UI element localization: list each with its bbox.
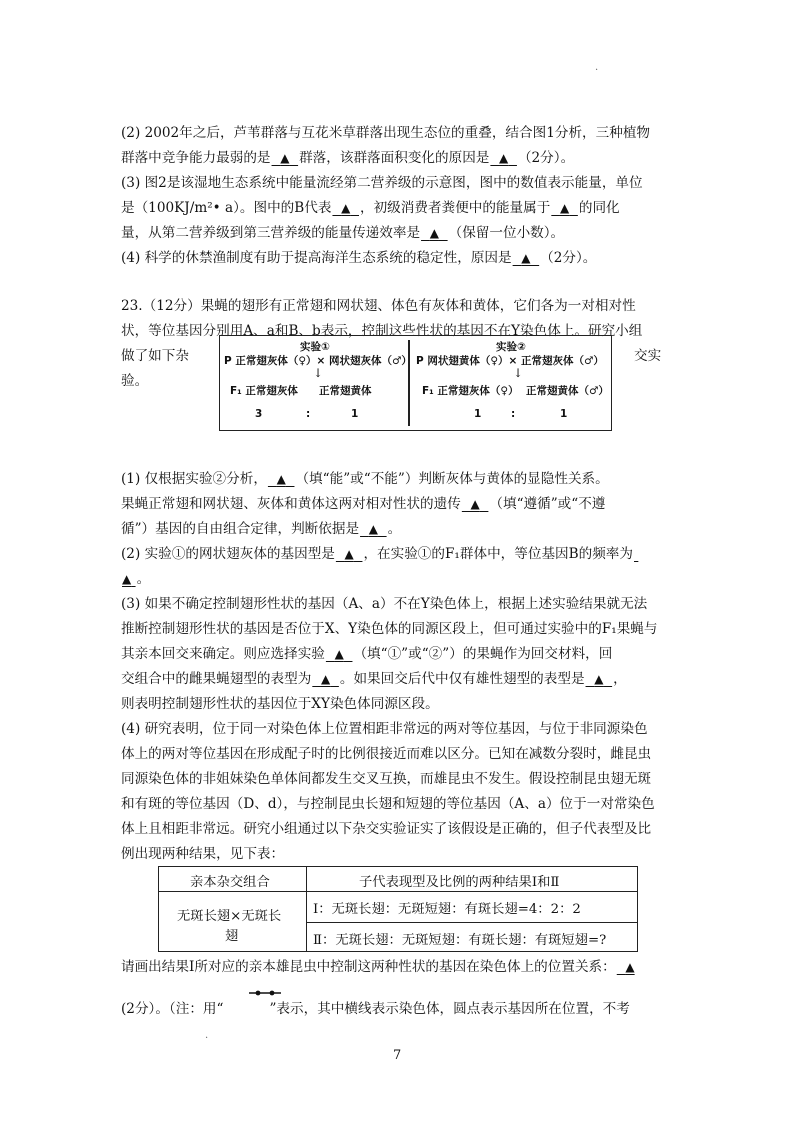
text: ，在实验①的F₁群体中，等位基因B的频率为 bbox=[363, 546, 633, 562]
q22-part3-line2 bbox=[121, 199, 620, 217]
exp2-ratio-a: 1 bbox=[474, 408, 482, 420]
answer-blank: ▲ bbox=[344, 547, 354, 561]
answer-blank: ▲ bbox=[122, 572, 132, 586]
q23-s4-line2: 体上的两对等位基因在形成配子时的比例很接近而难以区分。已知在减数分裂时，雌昆虫 bbox=[121, 746, 652, 762]
text: 。如果回交后代中仅有雄性翅型的表型是 bbox=[339, 671, 585, 687]
answer-blank bbox=[633, 546, 639, 562]
q23-s3-line3 bbox=[121, 645, 612, 663]
text: (2) 实验①的网状翅灰体的基因型是 bbox=[121, 546, 335, 562]
q23-intro-line4: 验。 bbox=[121, 373, 149, 389]
chromosome-symbol-icon bbox=[248, 988, 282, 998]
text: 量，从第二营养级到第三营养级的能量传递效率是 bbox=[121, 225, 421, 241]
exp2-ratio-b: 1 bbox=[560, 408, 568, 420]
text: （填“遵循”或“不遵 bbox=[489, 496, 606, 512]
q22-part4 bbox=[121, 249, 596, 267]
q23-intro-line3a: 做了如下杂 bbox=[121, 348, 189, 364]
exp1-ratio-a: 3 bbox=[255, 408, 263, 420]
exp2-f1-b: 正常翅黄体（♂） bbox=[526, 385, 609, 397]
text: 。 bbox=[136, 571, 151, 587]
exp1-ratio-b: 1 bbox=[351, 408, 359, 420]
exp2-colon: : bbox=[511, 408, 516, 420]
exp1-f1-b: 正常翅黄体 bbox=[319, 385, 372, 397]
q23-s4-line8 bbox=[121, 1000, 630, 1018]
exp2-cross: P 网状翅黄体（♀）× 正常翅灰体（♂） bbox=[416, 355, 604, 367]
text: 是（100KJ/m²• a）。图中的B代表 bbox=[121, 200, 332, 216]
answer-blank: ▲ bbox=[320, 672, 331, 686]
q23-s3-line2: 推断控制翅形性状的基因是否位于X、Y染色体的同源区段上，但可通过实验中的F₁果蝇与 bbox=[121, 621, 658, 637]
table-cross-line2: 翅 bbox=[225, 929, 239, 944]
exp1-cross: P 正常翅灰体（♀）× 网状翅灰体（♂） bbox=[224, 355, 412, 367]
table-divider bbox=[159, 891, 637, 892]
text: （2分）。 bbox=[517, 150, 575, 166]
table-cross-line1: 无斑长翅×无斑长 bbox=[177, 909, 282, 924]
text: （2分）。 bbox=[540, 250, 597, 266]
q23-intro-line1: 23.（12分）果蝇的翅形有正常翅和网状翅、体色有灰体和黄体，它们各为一对相对性 bbox=[121, 298, 636, 314]
answer-blank: ▲ bbox=[594, 672, 604, 686]
answer-blank: ▲ bbox=[276, 472, 286, 486]
text: 交组合中的雌果蝇翅型的表型为 bbox=[121, 671, 312, 687]
text: ”表示，其中横线表示染色体，圆点表示基因所在位置，不考 bbox=[269, 1001, 630, 1017]
q23-s3-line5: 则表明控制翅形性状的基因位于XY染色体同源区段。 bbox=[121, 696, 439, 712]
text: ， bbox=[613, 671, 627, 687]
table-divider bbox=[307, 922, 637, 923]
experiment-diagram bbox=[219, 335, 612, 431]
result-table bbox=[158, 866, 638, 952]
table-result-1: Ⅰ：无斑长翅：无斑短翅：有斑长翅=4：2：2 bbox=[313, 902, 581, 917]
q23-s4-line7 bbox=[121, 958, 636, 976]
q23-s1-line3 bbox=[121, 520, 401, 538]
answer-blank: ▲ bbox=[625, 960, 635, 974]
text: ，初级消费者粪便中的能量属于 bbox=[360, 200, 551, 216]
text: 群落中竞争能力最弱的是 bbox=[121, 150, 271, 166]
exp2-arrow: ↓ bbox=[513, 366, 524, 380]
q22-part3-line1: (3) 图2是该湿地生态系统中能量流经第二营养级的示意图，图中的数值表示能量，单位 bbox=[121, 175, 643, 191]
text: （保留一位小数）。 bbox=[448, 225, 565, 241]
q23-s1-line1 bbox=[121, 470, 609, 488]
exp1-title: 实验① bbox=[300, 341, 330, 353]
scan-dot: . bbox=[595, 62, 599, 73]
q22-part3-line3 bbox=[121, 224, 564, 242]
exp2-title: 实验② bbox=[496, 341, 526, 353]
exp1-f1-a: F₁ 正常翅灰体 bbox=[230, 385, 298, 397]
q23-s4-line5: 体上且相距非常远。研究小组通过以下杂交实验证实了该假设是正确的，但子代表型及比 bbox=[121, 821, 652, 837]
q23-s4-line6: 例出现两种结果，见下表： bbox=[121, 846, 285, 862]
table-divider bbox=[306, 867, 307, 951]
scan-dot: . bbox=[205, 1030, 209, 1041]
answer-blank: ▲ bbox=[470, 497, 480, 511]
exp1-colon: : bbox=[306, 408, 311, 420]
table-result-2: Ⅱ：无斑长翅：无斑短翅：有斑长翅：有斑短翅=? bbox=[313, 933, 607, 948]
text: （填“①”或“②”）的果蝇作为回交材料，回 bbox=[353, 646, 613, 662]
text: 果蝇正常翅和网状翅、灰体和黄体这两对相对性状的遗传 bbox=[121, 496, 461, 512]
text: (1) 仅根据实验②分析， bbox=[121, 471, 267, 487]
answer-blank: ▲ bbox=[499, 151, 509, 165]
text: 。 bbox=[387, 521, 402, 537]
q23-s3-line4 bbox=[121, 670, 627, 688]
q23-s2-line1 bbox=[121, 545, 639, 563]
answer-blank: ▲ bbox=[559, 201, 570, 215]
q22-part2-line1: (2) 2002年之后，芦苇群落与互花米草群落出现生态位的重叠，结合图1分析，三种植物 bbox=[121, 125, 651, 141]
answer-blank: ▲ bbox=[368, 522, 378, 536]
text: (2分）。（注：用“ bbox=[121, 1001, 224, 1017]
exp2-f1-a: F₁ 正常翅灰体（♀） bbox=[422, 385, 519, 397]
q23-s2-line2 bbox=[121, 570, 150, 588]
page-number: 7 bbox=[393, 1048, 402, 1063]
q23-intro-line3b: 交实 bbox=[634, 348, 662, 364]
q22-part2-line2 bbox=[121, 149, 574, 167]
q23-s3-line1: (3) 如果不确定控制翅形性状的基因（A、a）不在Y染色体上，根据上述实验结果就无法 bbox=[121, 596, 648, 612]
text: （填“能”或“不能”）判断灰体与黄体的显隐性关系。 bbox=[295, 471, 609, 487]
q23-s4-line4: 和有斑的等位基因（D、d），与控制昆虫长翅和短翅的等位基因（A、a）位于一对常染色 bbox=[121, 796, 655, 812]
text: 循”）基因的自由组合定律，判断依据是 bbox=[121, 521, 360, 537]
table-header-result: 子代表现型及比例的两种结果Ⅰ和Ⅱ bbox=[359, 875, 560, 890]
text: 群落，该群落面积变化的原因是 bbox=[299, 150, 490, 166]
q23-s1-line2 bbox=[121, 495, 605, 513]
answer-blank: ▲ bbox=[341, 201, 351, 215]
q23-s4-line3: 同源染色体的非姐妹染色单体间都发生交叉互换，而雄昆虫不发生。假设控制昆虫翅无斑 bbox=[121, 771, 652, 787]
answer-blank: ▲ bbox=[280, 151, 290, 165]
table-header-cross: 亲本杂交组合 bbox=[190, 875, 270, 890]
exp1-arrow: ↓ bbox=[313, 366, 324, 380]
answer-blank: ▲ bbox=[334, 647, 344, 661]
answer-blank: ▲ bbox=[521, 251, 531, 265]
text: 的同化 bbox=[578, 200, 620, 216]
text: 请画出结果Ⅰ所对应的亲本雄昆虫中控制这两种性状的基因在染色体上的位置关系： bbox=[121, 959, 616, 975]
q23-s4-line1: (4) 研究表明，位于同一对染色体上位置相距非常远的两对等位基因，与位于非同源染色 bbox=[121, 721, 648, 737]
text: 其亲本回交来确定。则应选择实验 bbox=[121, 646, 325, 662]
text: (4) 科学的休禁渔制度有助于提高海洋生态系统的稳定性，原因是 bbox=[121, 250, 512, 266]
q23-intro-line2: 状，等位基因分别用A、a和B、b表示，控制这些性状的基因不在Y染色体上。研究小组 bbox=[121, 323, 643, 339]
answer-blank: ▲ bbox=[429, 226, 439, 240]
